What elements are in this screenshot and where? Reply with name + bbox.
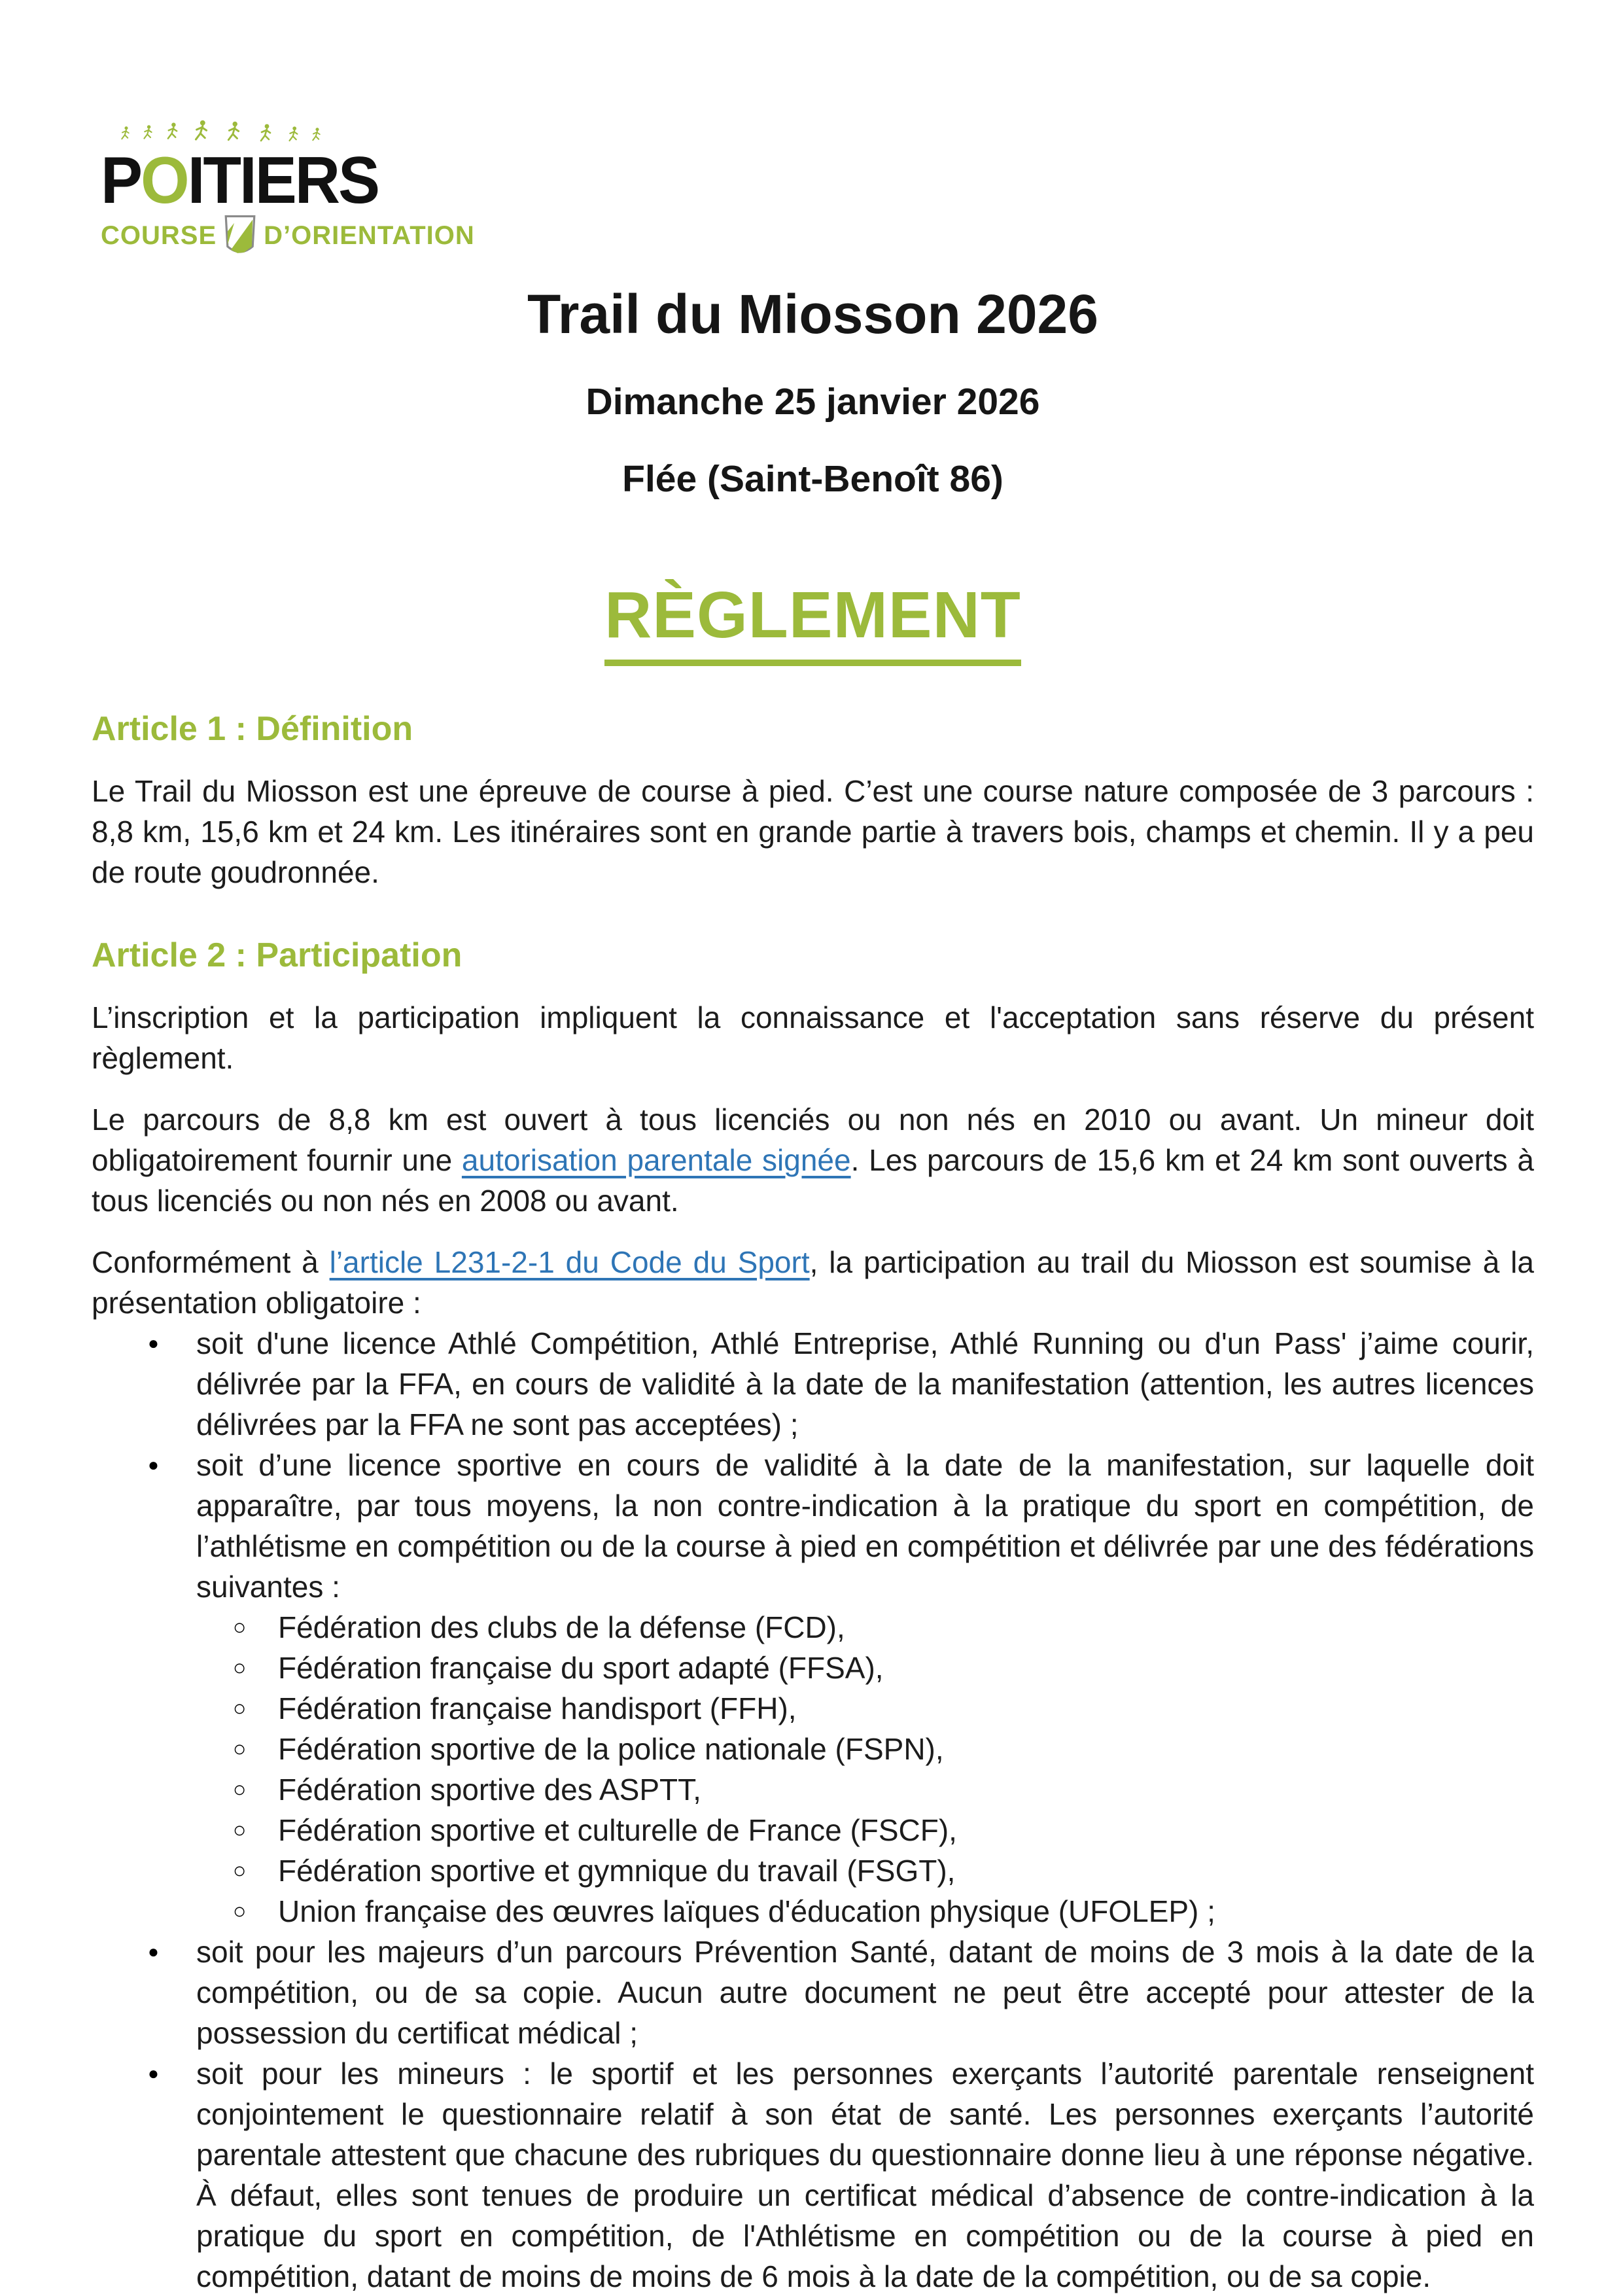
paragraph-text: Le parcours de 8,8 km est ouvert à tous licenciés ou non nés en 2010 ou avant. Un mineur doit obligatoirement fournir une <box>92 1103 1534 1177</box>
club-logo <box>101 118 475 256</box>
federation-item-fspn: ○ Fédération sportive de la police nationale (FSPN), <box>92 1729 1534 1769</box>
article-2-heading: Article 2 : Participation <box>92 936 462 974</box>
list-item-minors: ● soit pour les mineurs : le sportif et les personnes exerçants l’autorité parentale renseignent conjointement le questionnaire relatif à son état de santé. Les personnes exerçants l’autorité parentale attestent que chacune des rubriques du questionnaire donne lieu à une réponse négative. À défaut, elles sont tenues de produire un certificat médical d’absence de contre-indication à la pratique du sport en compétition, de l'Athlétisme en compétition ou de la course à pied en compétition, datant de moins de moins de 6 mois à la date de la compétition, ou de sa copie. <box>92 2053 1534 2296</box>
article-1-paragraph: Le Trail du Miosson est une épreuve de course à pied. C’est une course nature composée de 3 parcours : 8,8 km, 15,6 km et 24 km. Les itinéraires sont en grande partie à travers bois, champs et chemin. Il y a peu de route goudronnée. <box>92 774 1534 889</box>
logo-letter-o: O <box>141 143 188 218</box>
page-title: Trail du Miosson 2026 <box>527 283 1098 345</box>
federation-item-ffh: ○ Fédération française handisport (FFH), <box>92 1688 1534 1729</box>
event-date: Dimanche 25 janvier 2026 <box>585 381 1040 423</box>
article-1-heading: Article 1 : Définition <box>92 710 413 748</box>
list-item-text: soit d’une licence sportive en cours de validité à la date de la manifestation, sur laquelle doit apparaître, par tous moyens, la non contre-indication à la pratique du sport en compétition, de l’athlétisme en compétition ou de la course à pied en compétition et délivrée par une des fédérations suivantes : <box>196 1448 1534 1604</box>
license-requirements-list <box>92 1323 1534 2296</box>
logo-course-label: COURSE <box>101 221 217 250</box>
list-item-ffa-license: ● soit d'une licence Athlé Compétition, Athlé Entreprise, Athlé Running ou d'un Pass' j’aime courir, délivrée par la FFA, en cours de validité à la date de la manifestation (attention, les autres licences délivrées par la FFA ne sont pas acceptées) ; <box>92 1323 1534 1445</box>
orienteering-flag-icon <box>223 215 257 256</box>
federations-list <box>196 1607 1534 1932</box>
federation-item-fscf: ○ Fédération sportive et culturelle de France (FSCF), <box>92 1810 1534 1850</box>
paragraph-text: Conformément à <box>92 1245 330 1279</box>
event-location: Flée (Saint-Benoît 86) <box>622 458 1003 500</box>
federation-item-fcd: ○ Fédération des clubs de la défense (FCD), <box>92 1607 1534 1648</box>
federation-item-fsgt: ○ Fédération sportive et gymnique du travail (FSGT), <box>92 1850 1534 1891</box>
paragraph-text: . Les parcours de 15,6 km et 24 km sont ouverts à tous licenciés ou non nés en 2008 ou avant. <box>92 1143 1534 1218</box>
logo-letter: P <box>101 143 141 218</box>
parental-authorization-link[interactable]: autorisation parentale signée <box>461 1143 851 1177</box>
article-2-paragraph-1: L’inscription et la participation impliquent la connaissance et l'acceptation sans réserve du présent règlement. <box>92 1000 1534 1075</box>
logo-wordmark <box>101 143 441 218</box>
logo-subtitle <box>101 215 475 256</box>
logo-orientation-label: D’ORIENTATION <box>264 221 475 250</box>
paragraph-text: , la participation au trail du Miosson est soumise à la présentation obligatoire : <box>92 1245 1534 1320</box>
federation-item-ufolep: ○ Union française des œuvres laïques d'éducation physique (UFOLEP) ; <box>92 1891 1534 1932</box>
logo-letters: ITIERS <box>187 143 379 218</box>
federation-item-ffsa: ○ Fédération française du sport adapté (FFSA), <box>92 1648 1534 1688</box>
federation-item-asptt: ○ Fédération sportive des ASPTT, <box>92 1769 1534 1810</box>
article-2-paragraph-3 <box>92 1242 1534 1323</box>
article-2-paragraph-2 <box>92 1099 1534 1221</box>
list-item-prevention-sante: ● soit pour les majeurs d’un parcours Prévention Santé, datant de moins de 3 mois à la date de la compétition, ou de sa copie. Aucun autre document ne peut être accepté pour attester de la possession du certificat médical ; <box>92 1932 1534 2053</box>
list-item-sport-license <box>92 1445 1534 1932</box>
reglement-heading: RÈGLEMENT <box>92 578 1534 666</box>
code-du-sport-link[interactable]: l’article L231-2-1 du Code du Sport <box>329 1245 810 1279</box>
